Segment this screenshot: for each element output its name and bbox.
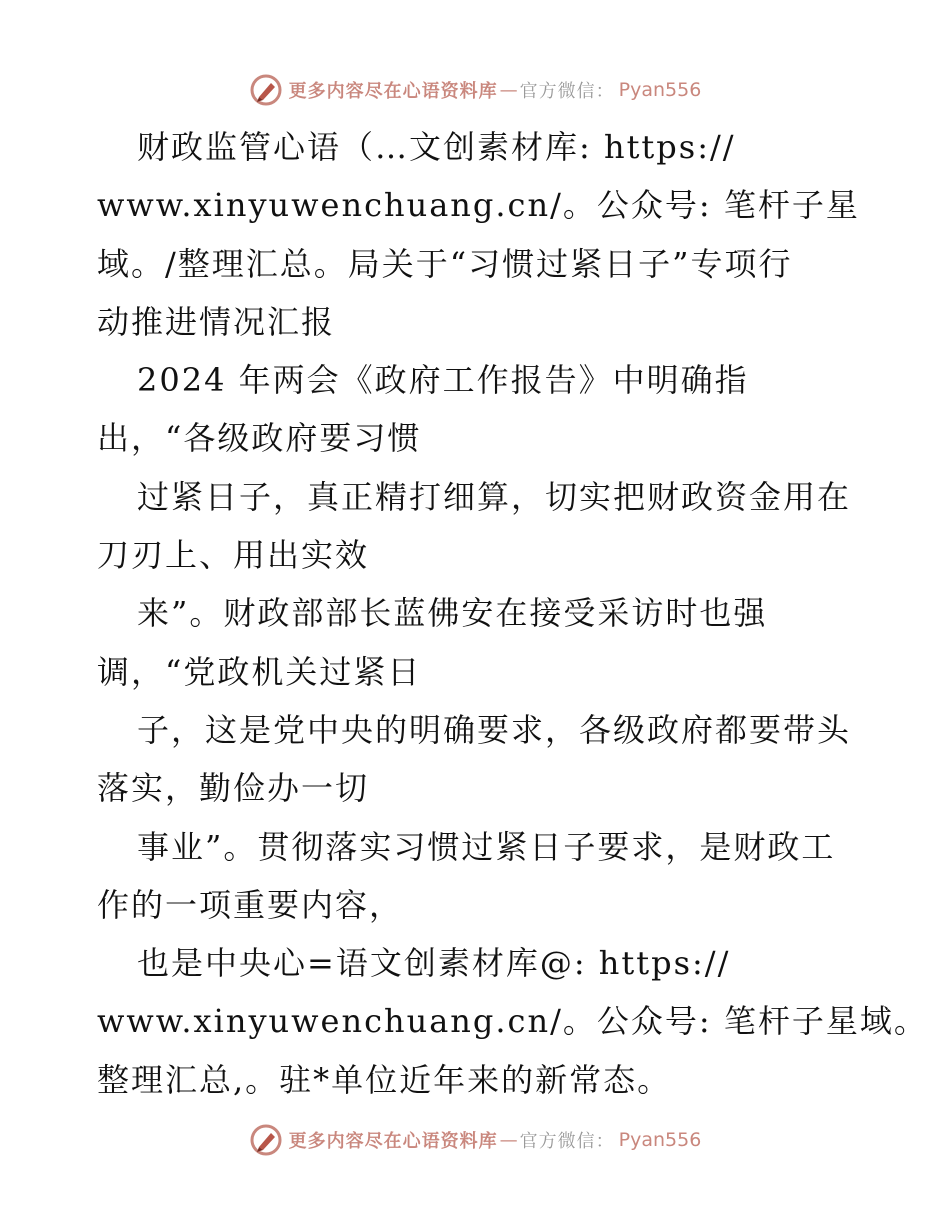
body-line: 2024 年两会《政府工作报告》中明确指: [137, 361, 749, 400]
body-line: 动推进情况汇报: [97, 302, 336, 341]
header-watermark: [0, 70, 950, 110]
document-body: [97, 118, 928, 1109]
body-line: 子，这是党中央的明确要求，各级政府都要带头: [137, 710, 852, 749]
body-line: www.xinyuwenchuang.cn/。公众号: 笔杆子星域。: [97, 1002, 928, 1041]
watermark-sub-text: 官方微信：: [519, 81, 615, 102]
pen-nib-logo-icon: [249, 1123, 283, 1157]
body-line: 出，“各级政府要习惯: [97, 419, 422, 458]
body-line: 作的一项重要内容，: [97, 885, 404, 924]
body-line: 来”。财政部部长蓝佛安在接受采访时也强: [137, 594, 768, 633]
body-line: 域。/整理汇总。局关于“习惯过紧日子”专项行: [97, 244, 793, 283]
body-line: 落实，勤俭办一切: [97, 769, 370, 808]
body-line: 事业”。贯彻落实习惯过紧日子要求，是财政工: [137, 827, 836, 866]
watermark-dash: —: [499, 79, 518, 101]
body-line: 财政监管心语（…文创素材库: https://: [137, 128, 736, 166]
body-line: 调，“党政机关过紧日: [97, 652, 422, 691]
footer-watermark: [0, 1120, 950, 1160]
watermark-wechat-id: Pyan556: [618, 79, 702, 101]
watermark-wechat-id: Pyan556: [618, 1129, 702, 1151]
pen-nib-logo-icon: [249, 73, 283, 107]
body-line: 刀刃上、用出实效: [97, 536, 370, 575]
body-line: www.xinyuwenchuang.cn/。公众号: 笔杆子星: [97, 186, 860, 225]
watermark-main-text: 更多内容尽在心语资料库: [288, 1131, 498, 1152]
body-line: 整理汇总,。驻*单位近年来的新常态。: [97, 1060, 672, 1099]
watermark-main-text: 更多内容尽在心语资料库: [288, 81, 498, 102]
body-line: 过紧日子，真正精打细算，切实把财政资金用在: [137, 477, 852, 516]
watermark-sub-text: 官方微信：: [519, 1131, 615, 1152]
watermark-dash: —: [499, 1129, 518, 1151]
body-line: 也是中央心=语文创素材库@: https://: [137, 944, 731, 983]
